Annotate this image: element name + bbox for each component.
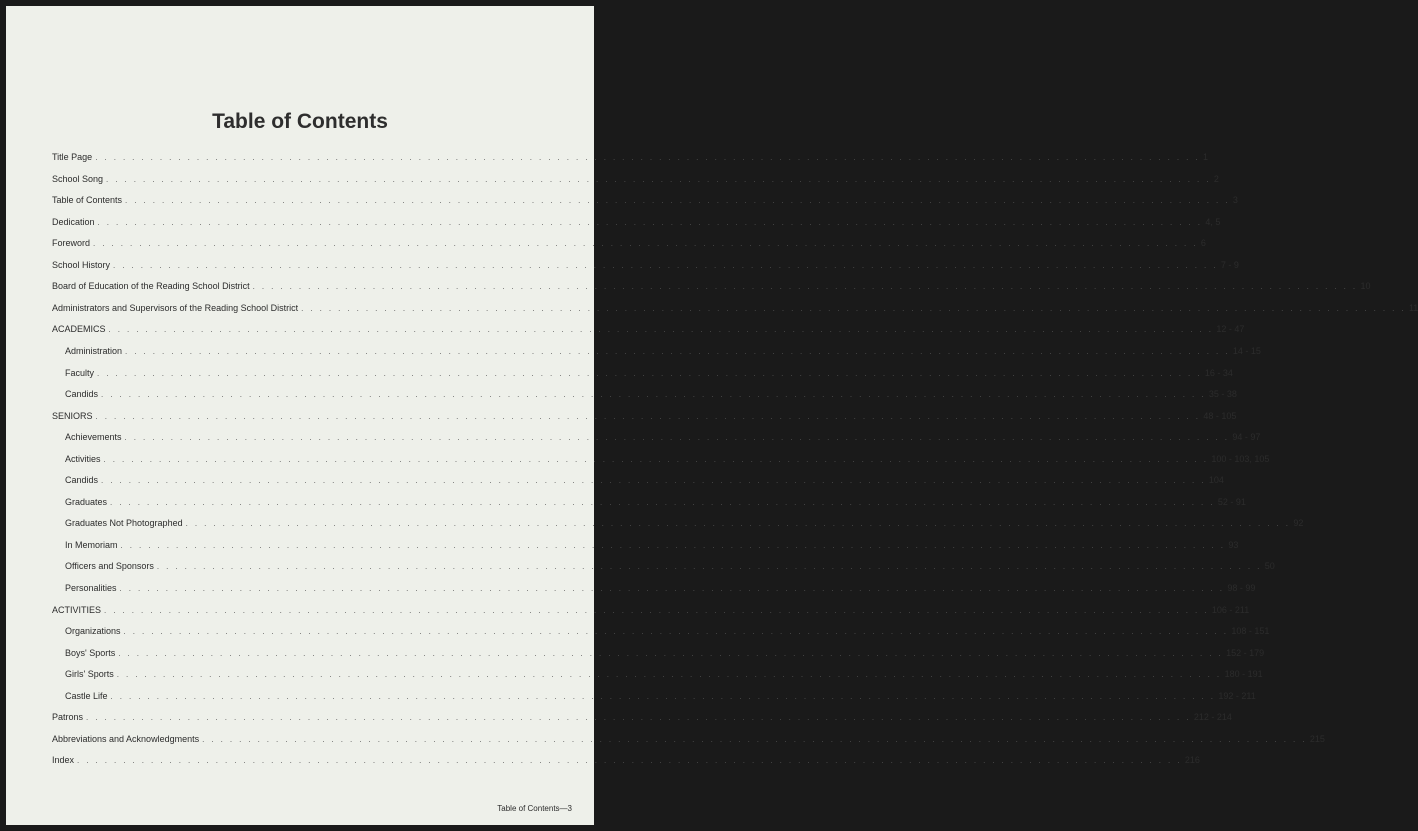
toc-entry-page: 48 - 105 [1203, 410, 1237, 421]
toc-entry-label: Candids [65, 475, 99, 486]
toc-entry-label: Achievements [65, 432, 122, 443]
toc-entry-page: 7 - 9 [1220, 259, 1239, 270]
toc-entry [65, 515, 1304, 529]
dot-leader: . . . . . . . . . . . . . . . . . . . . . . . . . . . . . . . . . . . . . . . . . . . . . . . . . . . . . . . . . . . . . . . . . . . . . . . . . . . . . . . . . . . . . . . . . . . . . . . . . . . . . . . . . . . . . . . . . . . . . . . . [301, 303, 1406, 313]
toc-entry [52, 278, 1371, 292]
dot-leader: . . . . . . . . . . . . . . . . . . . . . . . . . . . . . . . . . . . . . . . . . . . . . . . . . . . . . . . . . . . . . . . . . . . . . . . . . . . . . . . . . . . . . . . . . . . . . . . . . . . . . . . . . . . . . . . . . . . . . . . . [106, 174, 1211, 184]
toc-entry-page: 1 [1203, 152, 1209, 162]
toc-entry-label: Administration [65, 345, 123, 356]
toc-entry-page: 98 - 99 [1227, 583, 1256, 593]
toc-entry [52, 752, 1200, 766]
dot-leader: . . . . . . . . . . . . . . . . . . . . . . . . . . . . . . . . . . . . . . . . . . . . . . . . . . . . . . . . . . . . . . . . . . . . . . . . . . . . . . . . . . . . . . . . . . . . . . . . . . . . . . . . . . . . . . . . . . . . . . . . [156, 562, 1262, 572]
page-title: Table of Contents [212, 110, 388, 133]
toc-entry-page: 100 - 103, 105 [1211, 453, 1270, 464]
dot-leader: . . . . . . . . . . . . . . . . . . . . . . . . . . . . . . . . . . . . . . . . . . . . . . . . . . . . . . . . . . . . . . . . . . . . . . . . . . . . . . . . . . . . . . . . . . . . . . . . . . . . . . . . . . . . . . . . . . . . . . . . [103, 454, 1209, 464]
toc-entry [52, 321, 1245, 335]
toc-entry-page: 152 - 179 [1226, 647, 1265, 658]
dot-leader: . . . . . . . . . . . . . . . . . . . . . . . . . . . . . . . . . . . . . . . . . . . . . . . . . . . . . . . . . . . . . . . . . . . . . . . . . . . . . . . . . . . . . . . . . . . . . . . . . . . . . . . . . . . . . . . . . . . . . . . . [93, 239, 1198, 249]
toc-entry-label: SENIORS [52, 410, 93, 421]
toc-entry-label: ACADEMICS [52, 324, 106, 335]
toc-entry [52, 408, 1237, 422]
dot-leader: . . . . . . . . . . . . . . . . . . . . . . . . . . . . . . . . . . . . . . . . . . . . . . . . . . . . . . . . . . . . . . . . . . . . . . . . . . . . . . . . . . . . . . . . . . . . . . . . . . . . . . . . . . . . . . . . . . . . . . . . [252, 282, 1358, 292]
toc-entry-page: 6 [1200, 238, 1206, 249]
toc-entry-page: 94 - 97 [1232, 432, 1261, 443]
toc-entry [65, 472, 1224, 486]
toc-entry-page: 2 [1213, 173, 1219, 184]
toc-entry [52, 300, 1418, 314]
dot-leader: . . . . . . . . . . . . . . . . . . . . . . . . . . . . . . . . . . . . . . . . . . . . . . . . . . . . . . . . . . . . . . . . . . . . . . . . . . . . . . . . . . . . . . . . . . . . . . . . . . . . . . . . . . . . . . . . . . . . . . . . [108, 325, 1214, 335]
dot-leader: . . . . . . . . . . . . . . . . . . . . . . . . . . . . . . . . . . . . . . . . . . . . . . . . . . . . . . . . . . . . . . . . . . . . . . . . . . . . . . . . . . . . . . . . . . . . . . . . . . . . . . . . . . . . . . . . . . . . . . . . [119, 584, 1225, 593]
toc-entry-label: Table of Contents [52, 195, 123, 206]
toc-entry-page: 35 - 38 [1208, 389, 1237, 400]
toc-entry-label: Officers and Sponsors [65, 561, 154, 572]
dot-leader: . . . . . . . . . . . . . . . . . . . . . . . . . . . . . . . . . . . . . . . . . . . . . . . . . . . . . . . . . . . . . . . . . . . . . . . . . . . . . . . . . . . . . . . . . . . . . . . . . . . . . . . . . . . . . . . . . . . . . . . . [104, 605, 1209, 615]
dot-leader: . . . . . . . . . . . . . . . . . . . . . . . . . . . . . . . . . . . . . . . . . . . . . . . . . . . . . . . . . . . . . . . . . . . . . . . . . . . . . . . . . . . . . . . . . . . . . . . . . . . . . . . . . . . . . . . . . . . . . . . . [125, 346, 1230, 356]
toc-entry-label: Index [52, 755, 75, 766]
toc-entry [52, 257, 1239, 271]
dot-leader: . . . . . . . . . . . . . . . . . . . . . . . . . . . . . . . . . . . . . . . . . . . . . . . . . . . . . . . . . . . . . . . . . . . . . . . . . . . . . . . . . . . . . . . . . . . . . . . . . . . . . . . . . . . . . . . . . . . . . . . . [101, 390, 1206, 400]
toc-entry [65, 365, 1233, 379]
toc-entry-page: 215 [1309, 733, 1325, 744]
toc-entry-page: 4, 5 [1205, 216, 1221, 227]
toc-entry [52, 214, 1221, 228]
toc-entry-label: Girls' Sports [65, 669, 114, 680]
toc-entry [65, 386, 1237, 400]
toc-entry-label: Dedication [52, 216, 95, 227]
toc-entry-label: Boys' Sports [65, 647, 116, 658]
dot-leader: . . . . . . . . . . . . . . . . . . . . . . . . . . . . . . . . . . . . . . . . . . . . . . . . . . . . . . . . . . . . . . . . . . . . . . . . . . . . . . . . . . . . . . . . . . . . . . . . . . . . . . . . . . . . . . . . . . . . . . . . [125, 196, 1230, 206]
toc-entry-page: 12 - 47 [1216, 324, 1245, 335]
toc-entry-label: School Song [52, 173, 104, 184]
toc-entry-page: 10 [1360, 281, 1371, 292]
toc-list [6, 6, 1418, 825]
toc-entry-label: Candids [65, 389, 99, 400]
toc-entry-page: 216 [1184, 755, 1200, 766]
toc-entry [65, 343, 1261, 357]
toc-entry [52, 709, 1232, 723]
dot-leader: . . . . . . . . . . . . . . . . . . . . . . . . . . . . . . . . . . . . . . . . . . . . . . . . . . . . . . . . . . . . . . . . . . . . . . . . . . . . . . . . . . . . . . . . . . . . . . . . . . . . . . . . . . . . . . . . . . . . . . . . [95, 411, 1201, 421]
toc-entry-label: Faculty [65, 367, 95, 378]
toc-entry [52, 731, 1325, 745]
toc-entry [65, 580, 1256, 594]
toc-entry [65, 558, 1275, 572]
dot-leader: . . . . . . . . . . . . . . . . . . . . . . . . . . . . . . . . . . . . . . . . . . . . . . . . . . . . . . . . . . . . . . . . . . . . . . . . . . . . . . . . . . . . . . . . . . . . . . . . . . . . . . . . . . . . . . . . . . . . . . . . [77, 756, 1182, 766]
toc-entry-label: Board of Education of the Reading School District [52, 281, 250, 292]
dot-leader: . . . . . . . . . . . . . . . . . . . . . . . . . . . . . . . . . . . . . . . . . . . . . . . . . . . . . . . . . . . . . . . . . . . . . . . . . . . . . . . . . . . . . . . . . . . . . . . . . . . . . . . . . . . . . . . . . . . . . . . . [120, 540, 1226, 550]
toc-entry-label: Graduates Not Photographed [65, 518, 183, 529]
toc-entry-page: 108 - 151 [1231, 626, 1270, 637]
dot-leader: . . . . . . . . . . . . . . . . . . . . . . . . . . . . . . . . . . . . . . . . . . . . . . . . . . . . . . . . . . . . . . . . . . . . . . . . . . . . . . . . . . . . . . . . . . . . . . . . . . . . . . . . . . . . . . . . . . . . . . . . [202, 734, 1307, 744]
toc-entry-label: Graduates [65, 496, 108, 507]
dot-leader: . . . . . . . . . . . . . . . . . . . . . . . . . . . . . . . . . . . . . . . . . . . . . . . . . . . . . . . . . . . . . . . . . . . . . . . . . . . . . . . . . . . . . . . . . . . . . . . . . . . . . . . . . . . . . . . . . . . . . . . . [97, 368, 1202, 378]
toc-entry-page: 93 [1228, 539, 1239, 550]
toc-entry-label: Abbreviations and Acknowledgments [52, 733, 200, 744]
toc-entry-page: 14 - 15 [1232, 345, 1261, 356]
dot-leader: . . . . . . . . . . . . . . . . . . . . . . . . . . . . . . . . . . . . . . . . . . . . . . . . . . . . . . . . . . . . . . . . . . . . . . . . . . . . . . . . . . . . . . . . . . . . . . . . . . . . . . . . . . . . . . . . . . . . . . . . [110, 497, 1215, 507]
dot-leader: . . . . . . . . . . . . . . . . . . . . . . . . . . . . . . . . . . . . . . . . . . . . . . . . . . . . . . . . . . . . . . . . . . . . . . . . . . . . . . . . . . . . . . . . . . . . . . . . . . . . . . . . . . . . . . . . . . . . . . . . [116, 670, 1222, 680]
dot-leader: . . . . . . . . . . . . . . . . . . . . . . . . . . . . . . . . . . . . . . . . . . . . . . . . . . . . . . . . . . . . . . . . . . . . . . . . . . . . . . . . . . . . . . . . . . . . . . . . . . . . . . . . . . . . . . . . . . . . . . . . [118, 648, 1224, 658]
toc-entry [52, 171, 1219, 185]
toc-entry [65, 494, 1246, 508]
dot-leader: . . . . . . . . . . . . . . . . . . . . . . . . . . . . . . . . . . . . . . . . . . . . . . . . . . . . . . . . . . . . . . . . . . . . . . . . . . . . . . . . . . . . . . . . . . . . . . . . . . . . . . . . . . . . . . . . . . . . . . . . [97, 217, 1203, 227]
dot-leader: . . . . . . . . . . . . . . . . . . . . . . . . . . . . . . . . . . . . . . . . . . . . . . . . . . . . . . . . . . . . . . . . . . . . . . . . . . . . . . . . . . . . . . . . . . . . . . . . . . . . . . . . . . . . . . . . . . . . . . . . [86, 713, 1191, 723]
toc-entry-label: Personalities [65, 583, 117, 593]
document-page [6, 6, 1418, 825]
toc-entry-page: 180 - 191 [1224, 669, 1263, 680]
toc-entry [65, 623, 1270, 637]
toc-entry [65, 666, 1263, 680]
toc-entry [65, 645, 1265, 659]
toc-entry-page: 50 [1264, 561, 1275, 572]
toc-entry-page: 92 [1293, 518, 1304, 529]
toc-entry-page: 104 [1208, 475, 1224, 486]
toc-entry-label: Activities [65, 453, 101, 464]
toc-entry-label: Foreword [52, 238, 91, 249]
toc-entry [52, 235, 1206, 249]
dot-leader: . . . . . . . . . . . . . . . . . . . . . . . . . . . . . . . . . . . . . . . . . . . . . . . . . . . . . . . . . . . . . . . . . . . . . . . . . . . . . . . . . . . . . . . . . . . . . . . . . . . . . . . . . . . . . . . . . . . . . . . . [123, 627, 1229, 637]
toc-entry [65, 688, 1256, 702]
dot-leader: . . . . . . . . . . . . . . . . . . . . . . . . . . . . . . . . . . . . . . . . . . . . . . . . . . . . . . . . . . . . . . . . . . . . . . . . . . . . . . . . . . . . . . . . . . . . . . . . . . . . . . . . . . . . . . . . . . . . . . . . [124, 433, 1230, 443]
toc-entry-label: Administrators and Supervisors of the Reading School District [52, 302, 299, 313]
toc-entry-label: ACTIVITIES [52, 604, 102, 615]
toc-entry [52, 602, 1250, 616]
toc-entry [65, 429, 1261, 443]
dot-leader: . . . . . . . . . . . . . . . . . . . . . . . . . . . . . . . . . . . . . . . . . . . . . . . . . . . . . . . . . . . . . . . . . . . . . . . . . . . . . . . . . . . . . . . . . . . . . . . . . . . . . . . . . . . . . . . . . . . . . . . . [101, 476, 1206, 486]
toc-entry-page: 16 - 34 [1204, 367, 1233, 378]
toc-entry [65, 537, 1239, 551]
toc-entry-page: 3 [1232, 195, 1238, 206]
toc-entry-page: 212 - 214 [1193, 712, 1232, 723]
toc-entry-label: Organizations [65, 626, 121, 637]
dot-leader: . . . . . . . . . . . . . . . . . . . . . . . . . . . . . . . . . . . . . . . . . . . . . . . . . . . . . . . . . . . . . . . . . . . . . . . . . . . . . . . . . . . . . . . . . . . . . . . . . . . . . . . . . . . . . . . . . . . . . . . . [113, 260, 1218, 270]
toc-entry-label: School History [52, 259, 111, 270]
toc-entry [52, 149, 1209, 163]
dot-leader: . . . . . . . . . . . . . . . . . . . . . . . . . . . . . . . . . . . . . . . . . . . . . . . . . . . . . . . . . . . . . . . . . . . . . . . . . . . . . . . . . . . . . . . . . . . . . . . . . . . . . . . . . . . . . . . . . . . . . . . . [95, 153, 1201, 162]
dot-leader: . . . . . . . . . . . . . . . . . . . . . . . . . . . . . . . . . . . . . . . . . . . . . . . . . . . . . . . . . . . . . . . . . . . . . . . . . . . . . . . . . . . . . . . . . . . . . . . . . . . . . . . . . . . . . . . . . . . . . . . . [110, 691, 1216, 701]
toc-entry-label: Castle Life [65, 690, 108, 701]
toc-entry-page: 106 - 211 [1211, 604, 1250, 615]
toc-entry-label: In Memoriam [65, 539, 118, 550]
toc-entry-label: Patrons [52, 712, 84, 723]
toc-entry [65, 451, 1270, 465]
toc-entry-page: 11 [1408, 302, 1418, 313]
page-footer: Table of Contents—3 [497, 804, 572, 813]
toc-entry-page: 52 - 91 [1217, 496, 1246, 507]
toc-entry [52, 192, 1238, 206]
toc-entry-page: 192 - 211 [1218, 690, 1256, 701]
toc-entry-label: Title Page [52, 152, 93, 162]
dot-leader: . . . . . . . . . . . . . . . . . . . . . . . . . . . . . . . . . . . . . . . . . . . . . . . . . . . . . . . . . . . . . . . . . . . . . . . . . . . . . . . . . . . . . . . . . . . . . . . . . . . . . . . . . . . . . . . . . . . . . . . . [185, 519, 1291, 529]
